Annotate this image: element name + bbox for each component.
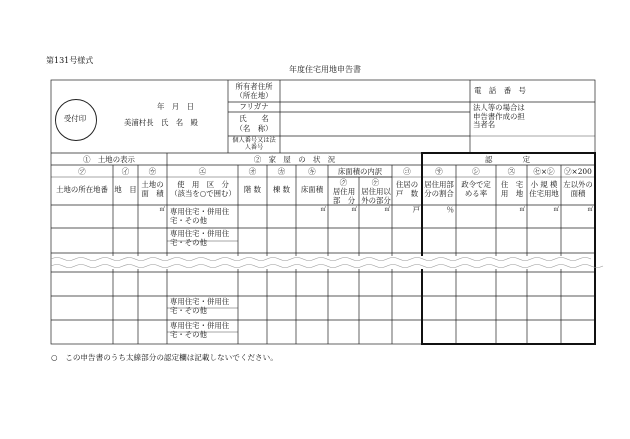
col-floor-breakdown: 床面積の内訳: [337, 167, 383, 176]
corp-contact-note: 法人等の場合は申告書作成の担当者名: [473, 103, 525, 130]
mark-i: ㋑: [121, 167, 130, 176]
mark-a: ㋐: [78, 167, 86, 176]
col-land-area: 土地の面 積: [141, 180, 164, 198]
col-land-location: 土地の所在地番: [56, 185, 108, 194]
col-count: 棟 数: [272, 185, 291, 194]
col-units: 住居の戸 数: [395, 180, 419, 198]
col-floor-area: 床面積: [300, 185, 324, 194]
name-sub-label: （名 称）: [235, 124, 273, 133]
mark-so: ㋞×200: [564, 167, 592, 176]
unit-res-land: ㎡: [519, 207, 525, 213]
mark-ki: ㋖: [308, 167, 316, 176]
col-residential: 居住用部 分: [332, 187, 356, 205]
furigana-field[interactable]: [281, 103, 469, 111]
col-other-area: 左以外の面積: [563, 180, 593, 198]
section-land-header: ① 土地の表示: [83, 155, 135, 164]
phone-label: 電 話 番 号: [474, 86, 526, 95]
owner-address-field[interactable]: [281, 81, 469, 101]
mark-u: ㋒: [148, 167, 157, 176]
mark-ko: ㋙: [403, 167, 411, 176]
unit-small-scale: ㎡: [553, 207, 559, 213]
phone-field[interactable]: [530, 81, 594, 101]
col-floors: 階 数: [243, 185, 262, 194]
corp-contact-field[interactable]: [530, 103, 594, 135]
form-number: 第131号様式: [46, 56, 94, 65]
col-use: 使 用 区 分（該当を○で囲む）: [170, 180, 236, 198]
mark-e: ㋓: [198, 167, 207, 176]
mark-ke: ㋘: [371, 178, 380, 187]
name-label: 氏 名: [239, 114, 269, 123]
col-rate: 政令で定める率: [461, 180, 491, 198]
mark-shi: ㋛: [472, 167, 480, 176]
unit-units: 戸: [412, 205, 420, 214]
name-field[interactable]: [281, 113, 469, 135]
section-house-header: ② 家 屋 の 状 況: [253, 155, 336, 164]
col-land-category: 地 目: [114, 185, 137, 194]
unit-land-area: ㎡: [159, 207, 165, 213]
mark-ka: ㋕: [277, 167, 286, 176]
footer-note: ○ この申告書のうち太線部分の認定欄は記載しないでください。: [51, 353, 278, 362]
use-option-row-2[interactable]: 専用住宅・併用住宅・その他: [170, 229, 230, 247]
reception-seal-label: 受付印: [63, 114, 87, 123]
mark-se: ㋝×㋛: [533, 167, 555, 176]
col-res-land: 住 宅用 地: [500, 180, 524, 198]
mark-sa: ㋚: [435, 167, 443, 176]
use-option-row-4[interactable]: 専用住宅・併用住宅・その他: [170, 321, 230, 339]
unit-ratio: ％: [446, 205, 454, 214]
use-option-row-1[interactable]: 専用住宅・併用住宅・その他: [170, 207, 230, 225]
id-number-field[interactable]: [281, 137, 469, 152]
col-small-scale: 小 規 模住宅用地: [529, 180, 559, 198]
id-number-label: 個人番号又は法人番号: [232, 137, 276, 152]
mark-ku: ㋗: [339, 178, 348, 187]
unit-residential: ㎡: [351, 207, 357, 213]
section-cert-header: 認 定: [485, 155, 532, 164]
mark-su: ㋜: [507, 167, 516, 176]
form-title: 年度住宅用地申告書: [289, 65, 361, 74]
col-ratio: 居住用部分の割合: [424, 180, 454, 198]
owner-address-label: 所有者住所（所在地）: [235, 82, 273, 100]
mark-o: ㋔: [248, 167, 257, 176]
addressee-label: 美浦村長 氏 名 殿: [124, 118, 198, 127]
unit-floor-area: ㎡: [320, 207, 326, 213]
unit-other-area: ㎡: [587, 207, 593, 213]
date-label: 年 月 日: [157, 102, 194, 111]
use-option-row-3[interactable]: 専用住宅・併用住宅・その他: [170, 297, 230, 315]
col-other-part: 居住用以外の部分: [361, 187, 391, 205]
unit-other-part: ㎡: [384, 207, 390, 213]
furigana-label: フリガナ: [239, 102, 269, 111]
